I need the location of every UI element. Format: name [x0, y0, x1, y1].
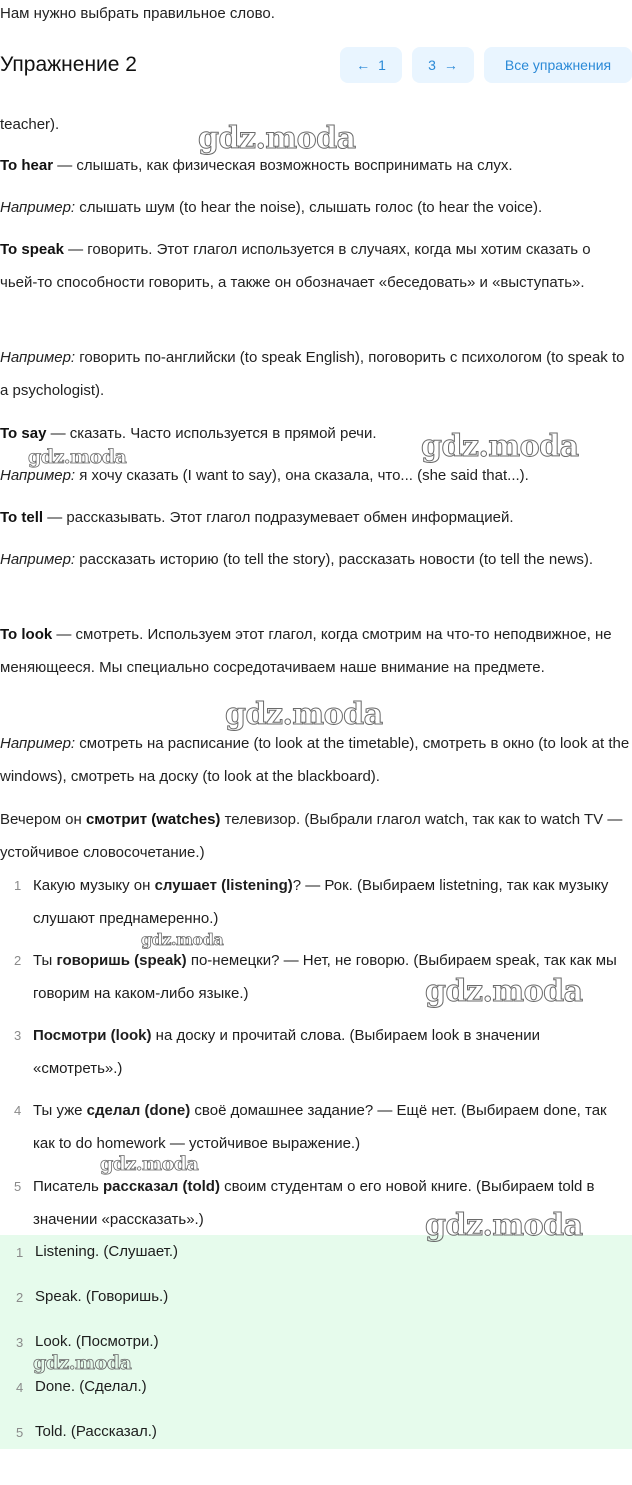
all-exercises-button[interactable]: Все упражнения: [484, 47, 632, 83]
answer-text: Speak. (Говоришь.): [35, 1288, 169, 1305]
paragraph-hear-example: Например: слышать шум (to hear the noise), слышать голос (to hear the voice).: [0, 199, 543, 216]
watermark: gdz.moda: [225, 697, 383, 732]
scrolled-text-fragment: [0, 86, 632, 100]
list-item-number: 2: [14, 953, 22, 968]
prev-exercise-button[interactable]: [340, 47, 402, 83]
paragraph-teacher: teacher).: [0, 116, 60, 133]
list-item-number: 5: [14, 1179, 22, 1194]
paragraph-look-definition: To look — смотреть. Используем этот глагол, когда смотрим на что-то неподвижное, не меняющееся. Мы специально сосредотачиваем наше внимание на предмете.: [0, 626, 612, 676]
paragraph-speak-definition: To speak — говорить. Этот глагол используется в случаях, когда мы хотим сказать о чьей-то способности говорить, а также он обозначает «беседовать» и «выступать».: [0, 241, 591, 291]
answer-text: Told. (Рассказал.): [35, 1423, 157, 1440]
answer-number: 3: [16, 1335, 24, 1350]
paragraph-say-definition: To say — сказать. Часто используется в прямой речи.: [0, 425, 377, 442]
list-item-text: Ты уже сделал (done) своё домашнее задание? — Ещё нет. (Выбираем done, так как to do homework — устойчивое выражение.): [33, 1102, 607, 1152]
answer-number: 5: [16, 1425, 24, 1440]
paragraph-evening: Вечером он смотрит (watches) телевизор. (Выбрали глагол watch, так как to watch TV — устойчивое словосочетание.): [0, 811, 623, 861]
exercise-title: Упражнение 2: [0, 53, 137, 76]
watermark: gdz.moda: [425, 974, 583, 1009]
next-exercise-number: 3: [428, 57, 436, 73]
watermark: gdz.moda: [198, 121, 356, 156]
watermark: gdz.moda: [425, 1208, 583, 1243]
paragraph-say-example: Например: я хочу сказать (I want to say), она сказала, что... (she said that...).: [0, 467, 529, 484]
list-item-number: 1: [14, 878, 22, 893]
watermark: gdz.moda: [141, 930, 224, 949]
paragraph-hear-definition: To hear — слышать, как физическая возможность воспринимать на слух.: [0, 157, 513, 174]
watermark: gdz.moda: [33, 1352, 132, 1374]
list-item-text: Писатель рассказал (told) своим студентам о его новой книге. (Выбираем told в значении «рассказать».): [33, 1178, 595, 1228]
answer-text: Done. (Сделал.): [35, 1378, 147, 1395]
paragraph-tell-example: Например: рассказать историю (to tell the story), рассказать новости (to tell the news).: [0, 551, 594, 568]
watermark: gdz.moda: [28, 446, 127, 468]
answer-number: 1: [16, 1245, 24, 1260]
answer-text: Listening. (Слушает.): [35, 1243, 179, 1260]
list-item-number: 3: [14, 1028, 22, 1043]
answer-text: Look. (Посмотри.): [35, 1333, 159, 1350]
list-item-text: Какую музыку он слушает (listening)? — Рок. (Выбираем listetning, так как музыку слушают преднамеренно.): [33, 877, 609, 927]
answer-number: 2: [16, 1290, 24, 1305]
watermark: gdz.moda: [100, 1153, 199, 1175]
arrow-right-icon: →: [443, 57, 458, 73]
list-item-text: Ты говоришь (speak) по-немецки? — Нет, не говорю. (Выбираем speak, так как мы говорим на каком-либо языке.): [33, 952, 617, 1002]
watermark: gdz.moda: [421, 429, 579, 464]
paragraph-tell-definition: To tell — рассказывать. Этот глагол подразумевает обмен информацией.: [0, 509, 514, 526]
list-item-number: 4: [14, 1103, 22, 1118]
next-exercise-button[interactable]: [412, 47, 474, 83]
intro-text: Нам нужно выбрать правильное слово.: [0, 5, 275, 22]
arrow-left-icon: ←: [356, 57, 371, 73]
paragraph-speak-example: Например: говорить по-английски (to speak English), поговорить с психологом (to speak to a psychologist).: [0, 349, 625, 399]
paragraph-look-example: Например: смотреть на расписание (to look at the timetable), смотреть в окно (to look at the windows), смотреть на доску (to look at the blackboard).: [0, 735, 630, 785]
answers-box: [0, 1235, 632, 1449]
prev-exercise-number: 1: [378, 57, 386, 73]
list-item-text: Посмотри (look) на доску и прочитай слова. (Выбираем look в значении «смотреть».): [33, 1027, 540, 1077]
exercise-header: [0, 44, 632, 88]
answer-number: 4: [16, 1380, 24, 1395]
